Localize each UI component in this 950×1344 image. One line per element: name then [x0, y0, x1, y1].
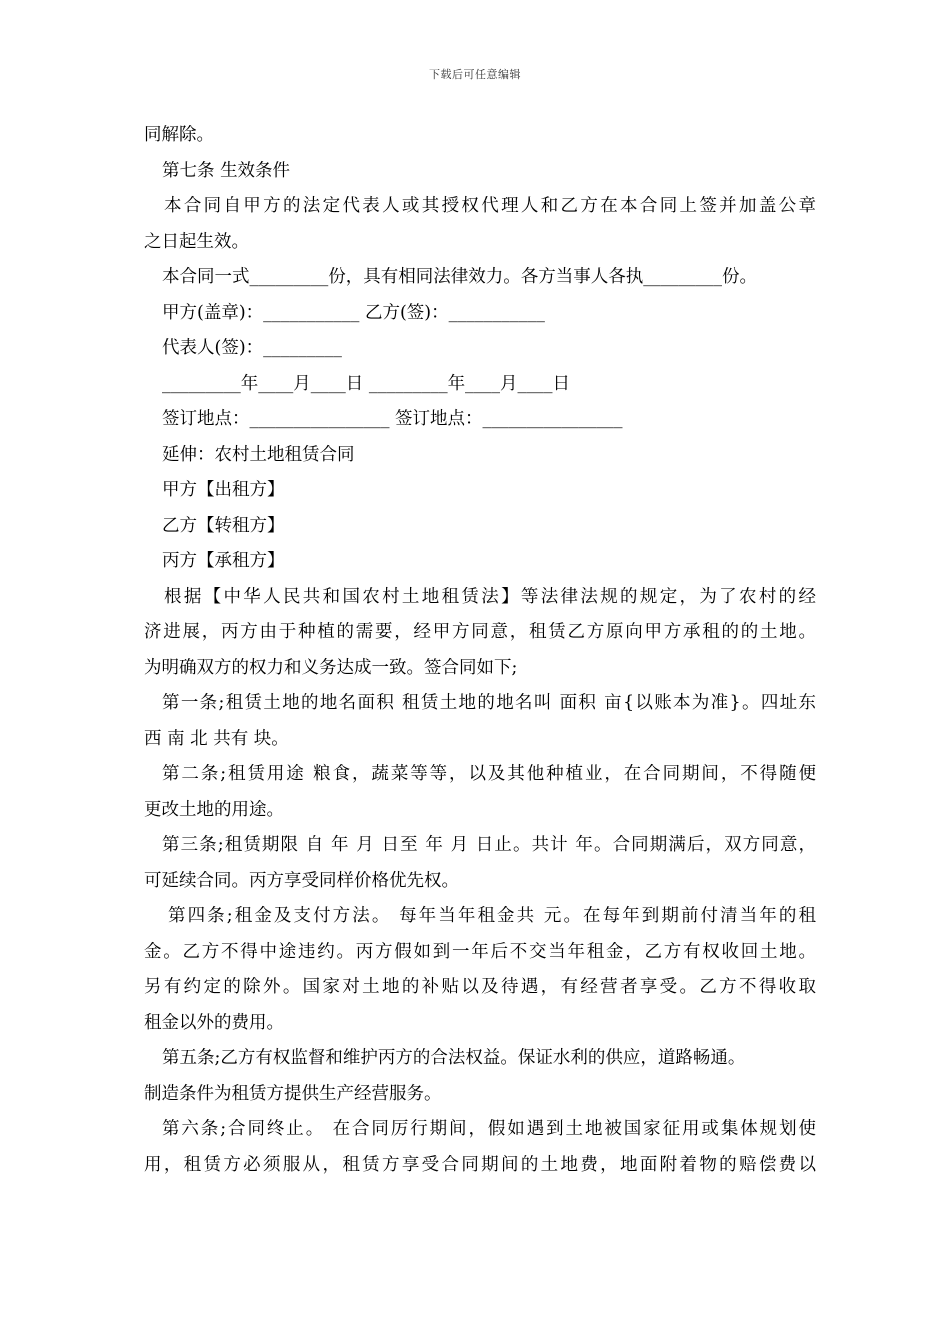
party-b-line: 乙方【转租方】 [162, 515, 285, 536]
signature-line-representative: 代表人(签)：_________ [162, 338, 342, 358]
article-line: 第四条;租金及支付方法。 每年当年租金共 元。在每年到期前付清当年的租 [168, 906, 816, 926]
text-line: 用，租赁方必须服从，租赁方享受合同期间的土地费，地面附着物的赔偿费以 [144, 1154, 816, 1175]
text-line: 制造条件为租赁方提供生产经营服务。 [144, 1083, 442, 1104]
text-line: 另有约定的除外。国家对土地的补贴以及待遇，有经营者享受。乙方不得收取 [144, 977, 816, 997]
page-header: 下载后可任意编辑 [429, 68, 521, 81]
text-line: 金。乙方不得中途违约。丙方假如到一年后不交当年租金，乙方有权收回土地。 [144, 941, 816, 962]
text-line: 济进展，丙方由于种植的需要，经甲方同意，租赁乙方原向甲方承租的的土地。 [144, 622, 816, 642]
signing-place-line: 签订地点：________________ 签订地点：________________ [162, 409, 623, 429]
text-line: 为明确双方的权力和义务达成一致。签合同如下; [144, 657, 518, 678]
document-body [144, 118, 816, 1183]
party-c-line: 丙方【承租方】 [162, 551, 285, 571]
article-heading: 第七条 生效条件 [162, 160, 291, 181]
article-line: 第二条;租赁用途 粮食，蔬菜等等，以及其他种植业，在合同期间，不得随便 [162, 764, 816, 784]
text-line: 西 南 北 共有 块。 [144, 728, 289, 749]
text-line: 本合同一式_________份，具有相同法律效力。各方当事人各执_________份。 [162, 267, 757, 287]
article-line: 第一条;租赁土地的地名面积 租赁土地的地名叫 面积 亩{以账本为准}。四址东 [162, 693, 816, 713]
article-line: 第三条;租赁期限 自 年 月 日至 年 月 日止。共计 年。合同期满后，双方同意， [162, 835, 816, 855]
text-line: 同解除。 [144, 125, 214, 145]
text-line: 更改土地的用途。 [144, 799, 284, 820]
text-line: 租金以外的费用。 [144, 1012, 284, 1033]
signature-line-parties: 甲方(盖章)：___________ 乙方(签)：___________ [162, 302, 545, 323]
party-a-line: 甲方【出租方】 [162, 480, 285, 500]
article-line: 第六条;合同终止。 在合同厉行期间，假如遇到土地被国家征用或集体规划使 [162, 1119, 816, 1139]
section-heading: 延伸：农村土地租赁合同 [162, 444, 355, 465]
article-line: 第五条;乙方有权监督和维护丙方的合法权益。保证水利的供应，道路畅通。 [162, 1048, 746, 1068]
text-line: 可延续合同。丙方享受同样价格优先权。 [144, 870, 459, 891]
text-line: 根据【中华人民共和国农村土地租赁法】等法律法规的规定，为了农村的经 [164, 586, 816, 607]
date-line: _________年____月____日 _________年____月____日 [162, 373, 571, 394]
text-line: 本合同自甲方的法定代表人或其授权代理人和乙方在本合同上签并加盖公章 [164, 196, 816, 216]
text-line: 之日起生效。 [144, 231, 249, 252]
